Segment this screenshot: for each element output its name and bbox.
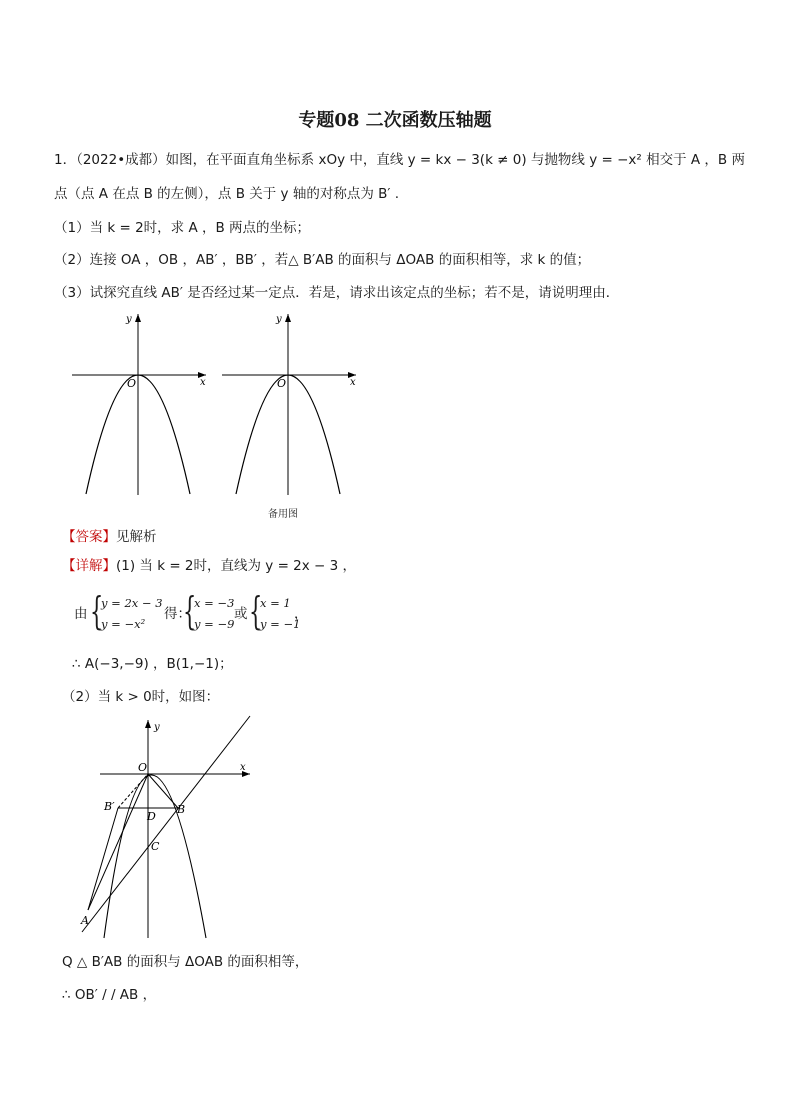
question-2: （2）连接 OA ，OB ，AB′ ，BB′ ，若△ B′AB 的面积与 ΔOAB 的面积相等，求 k 的值； <box>54 252 591 268</box>
x-label: x <box>350 377 356 388</box>
you-text: 由 <box>74 606 88 622</box>
y-label: y <box>154 722 160 733</box>
point-O-label: O <box>138 761 148 774</box>
solution-figure <box>80 712 270 942</box>
problem-line-1: 1．（2022•成都）如图，在平面直角坐标系 xOy 中，直线 y = kx − 3(k ≠ 0) 与抛物线 y = −x² 相交于 A ，B 两 <box>54 152 745 168</box>
y-label: y <box>276 314 282 325</box>
parabola-figure-2 <box>216 308 366 500</box>
comma-text: ， <box>294 606 308 622</box>
brace-1: { <box>90 589 104 633</box>
y-axis-arrow <box>145 720 151 728</box>
origin-label: O <box>277 377 287 390</box>
point-D-label: D <box>147 810 156 823</box>
system-3-eq-2: y = −1 <box>260 617 301 631</box>
system-2-eq-2: y = −9 <box>194 617 235 631</box>
q2-intro: （2）当 k > 0时，如图： <box>62 689 220 705</box>
detail-text: (1) 当 k = 2时，直线为 y = 2x − 3 ， <box>116 558 357 574</box>
question-3: （3）试探究直线 AB′ 是否经过某一定点．若是，请求出该定点的坐标；若不是，请说明理由． <box>54 285 620 301</box>
system-1-eq-2: y = −x² <box>101 617 146 631</box>
y-axis-arrow <box>135 314 141 322</box>
question-1: （1）当 k = 2时，求 A ，B 两点的坐标； <box>54 220 311 236</box>
point-C-label: C <box>151 840 160 853</box>
de-text: 得： <box>164 606 191 622</box>
x-label: x <box>200 377 206 388</box>
brace-2: { <box>183 589 197 633</box>
problem-line-2: 点（点 A 在点 B 的左侧），点 B 关于 y 轴的对称点为 B′ . <box>54 186 400 202</box>
parabola-figure-1 <box>66 308 216 500</box>
result-1: ∴ A(−3,−9) ，B(1,−1)； <box>72 656 233 672</box>
origin-label: O <box>127 377 137 390</box>
page-title: 专题08 二次函数压轴题 <box>298 110 492 131</box>
answer-tag: 【答案】 <box>62 529 116 545</box>
detail-line-1 <box>62 556 356 576</box>
x-label: x <box>240 762 246 773</box>
y-label: y <box>126 314 132 325</box>
point-A-label: A <box>81 914 89 927</box>
y-axis-arrow <box>285 314 291 322</box>
point-B-prime-label: B′ <box>104 800 115 813</box>
tail-line-2: ∴ OB′ / / AB ， <box>62 987 157 1003</box>
segment-OB <box>148 774 178 808</box>
point-B-label: B <box>177 803 186 816</box>
tail-line-1: Q △ B′AB 的面积与 ΔOAB 的面积相等， <box>62 954 309 970</box>
system-2-eq-1: x = −3 <box>194 596 235 610</box>
system-1-eq-1: y = 2x − 3 <box>101 596 163 610</box>
parabola-curve <box>104 775 206 938</box>
segment-AB-prime <box>88 808 118 910</box>
huo-text: 或 <box>234 606 248 622</box>
figure-caption: 备用图 <box>268 509 298 520</box>
detail-tag: 【详解】 <box>62 558 116 574</box>
line-AB <box>82 716 250 932</box>
answer-text: 见解析 <box>116 529 157 545</box>
system-3-eq-1: x = 1 <box>260 596 291 610</box>
brace-3: { <box>249 589 263 633</box>
segment-OA <box>88 774 148 910</box>
answer-line <box>62 527 157 547</box>
